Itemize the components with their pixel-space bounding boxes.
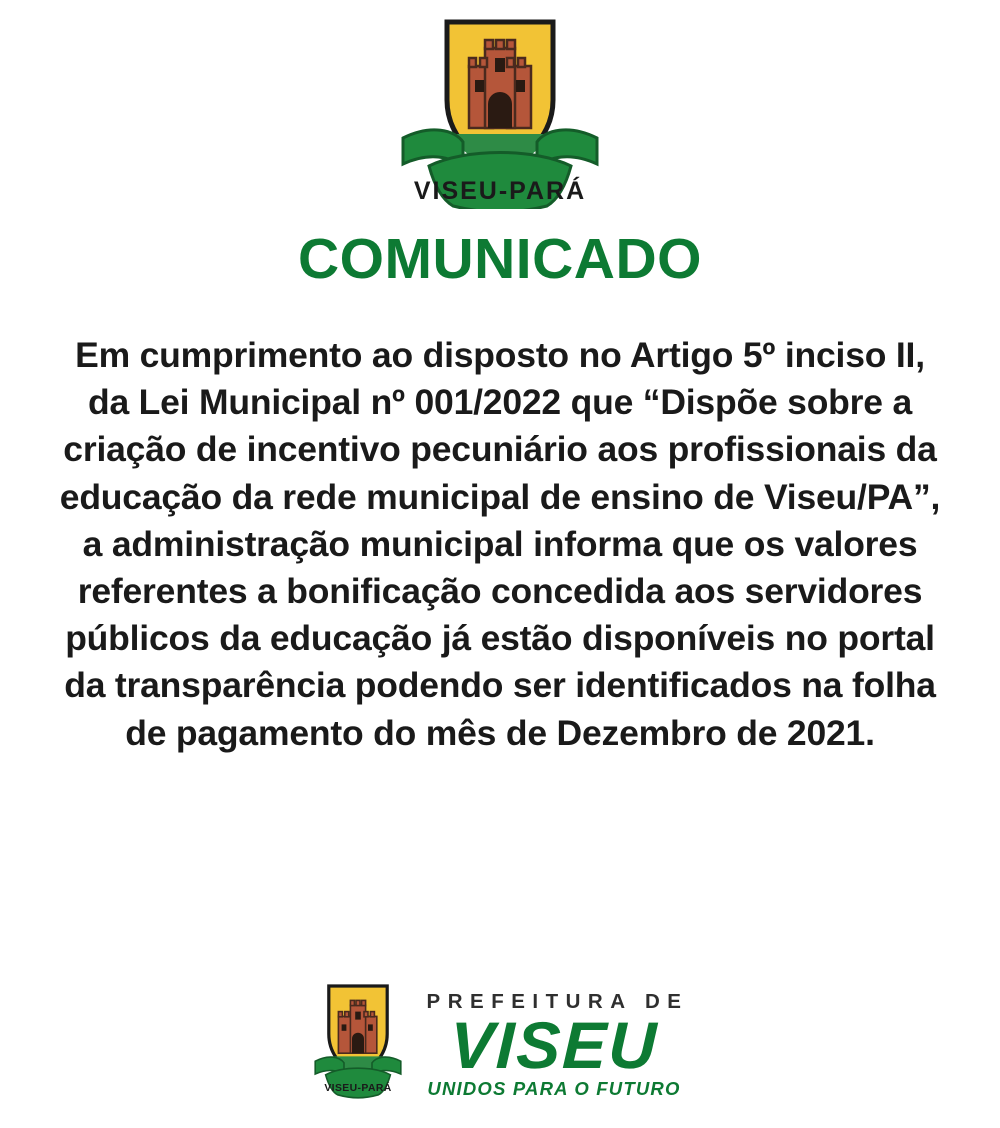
slogan-label: UNIDOS PARA O FUTURO — [427, 1077, 681, 1099]
coat-of-arms-top — [385, 14, 615, 209]
crest-ribbon-text: VISEU-PARÁ — [413, 177, 587, 205]
prefecture-label: PREFEITURA DE — [426, 989, 689, 1013]
footer-wordmark — [420, 986, 689, 1099]
coat-of-arms-footer-icon — [312, 982, 404, 1102]
footer-logo — [0, 982, 1000, 1102]
page-title: COMUNICADO — [298, 227, 702, 291]
coat-of-arms-icon — [385, 14, 615, 209]
city-label: VISEU — [448, 1008, 660, 1083]
footer-crest-ribbon-text: VISEU-PARÁ — [323, 1082, 392, 1094]
body-paragraph: Em cumprimento ao disposto no Artigo 5º inciso II, da Lei Municipal nº 001/2022 que “Dispõe sobre a criação de incentivo pecuniário aos profissionais da educação da rede municipal de ensino de Viseu/PA”, a administração municipal informa que os valores referentes a bonificação concedida aos servidores públicos da educação já estão disponíveis no portal da transparência podendo ser identificados na folha de pagamento do mês de Dezembro de 2021. — [59, 335, 941, 753]
